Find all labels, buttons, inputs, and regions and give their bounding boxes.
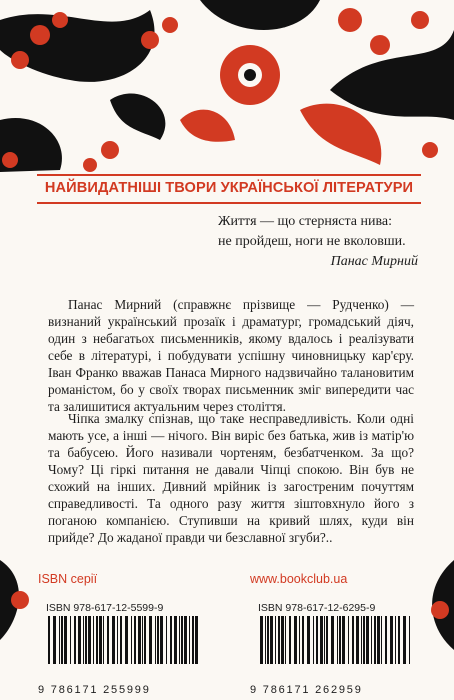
barcode-bar: [155, 616, 156, 664]
series-title: НАЙВИДАТНІШІ ТВОРИ УКРАЇНСЬКОЇ ЛІТЕРАТУРИ: [44, 180, 414, 196]
barcode-bar: [294, 616, 297, 664]
barcode-bar: [96, 616, 98, 664]
barcode-bar: [149, 616, 152, 664]
barcode-bar: [181, 616, 183, 664]
barcode-bar: [142, 616, 143, 664]
barcode-bar: [289, 616, 291, 664]
barcode-bar: [307, 616, 310, 664]
barcode-bar: [299, 616, 300, 664]
series-isbn-label: ISBN серії: [38, 572, 98, 586]
top-rule: [37, 174, 421, 176]
barcode-bar: [103, 616, 104, 664]
barcode-bar: [61, 616, 63, 664]
barcode-bar: [174, 616, 177, 664]
barcode-bar: [48, 616, 50, 664]
barcode-bar: [398, 616, 400, 664]
barcode-bar: [275, 616, 276, 664]
barcode-bar: [134, 616, 136, 664]
barcode-bar: [170, 616, 172, 664]
barcode-bar: [339, 616, 341, 664]
barcode-bar: [281, 616, 284, 664]
barcode-bar: [385, 616, 387, 664]
barcode-bar: [53, 616, 56, 664]
barcode-bar: [270, 616, 273, 664]
barcode-bar: [138, 616, 141, 664]
barcode-bar: [371, 616, 372, 664]
barcode-bar: [313, 616, 314, 664]
barcode-bar: [320, 616, 323, 664]
series-barcode: [46, 616, 202, 664]
barcode-bar: [64, 616, 67, 664]
barcode-bar: [331, 616, 334, 664]
barcode-bar: [107, 616, 109, 664]
title-rule: [37, 202, 421, 204]
barcode-bar: [144, 616, 146, 664]
barcode-bar: [83, 616, 84, 664]
barcode-bar: [374, 616, 376, 664]
barcode-bar: [390, 616, 393, 664]
barcode-bar: [189, 616, 190, 664]
barcode-bar: [278, 616, 280, 664]
barcode-bar: [409, 616, 410, 664]
barcode-bar: [326, 616, 328, 664]
barcode-bar: [160, 616, 163, 664]
barcode-bar: [166, 616, 167, 664]
barcode-bar: [324, 616, 325, 664]
barcode-bar: [265, 616, 266, 664]
barcode-bar: [59, 616, 60, 664]
barcode-bar: [120, 616, 122, 664]
barcode-bar: [85, 616, 87, 664]
barcode-bar: [260, 616, 263, 664]
barcode-bar: [366, 616, 369, 664]
epigraph-line: не пройдеш, ноги не вколовши.: [218, 234, 406, 249]
barcode-bar: [157, 616, 159, 664]
barcode-bar: [381, 616, 382, 664]
plot-summary-paragraph: Чіпка змалку спізнав, що таке несправедливість. Коли одні мають усе, а інші — нічого. Він виріс без батька, жив із матір'ю та бабусею. Його називали чортеням, безбатченком. За що? Чому? Ці гіркі питання не давали Чіпці спокою. Він був не схожий на інших. Дивний мрійник із загостреним почуттям справедливості. Та одного разу життя зіштовхнуло його з поганою компанією. Ступивши на кривий шлях, куди він прийде? До жаданої правди чи безславної згуби?..: [48, 411, 414, 545]
author-bio-paragraph: Панас Мирний (справжнє прізвище — Рудченко) — визнаний український прозаїк і драматург, громадський діяч, один з небагатьох письменників, якому вдалось і реалізувати себе в літературі, і побудувати успішну чиновницьку кар'єру. Іван Франко вважав Панаса Мирного надзвичайно талановитим романістом, бо у своїх творах письменник зміг випередити час та залишитися актуальним через століття.: [48, 297, 414, 414]
barcode-bar: [179, 616, 180, 664]
barcode-bar: [88, 616, 91, 664]
barcode-bar: [348, 616, 349, 664]
barcode-bar: [342, 616, 345, 664]
barcode-bar: [403, 616, 406, 664]
book-barcode: [258, 616, 414, 664]
epigraph-line: Життя — що стерняста нива:: [218, 214, 393, 229]
barcode-bar: [377, 616, 380, 664]
barcode-bar: [117, 616, 118, 664]
barcode-bar: [131, 616, 132, 664]
barcode-bar: [316, 616, 318, 664]
epigraph: [218, 212, 418, 272]
barcode-bar: [285, 616, 286, 664]
epigraph-author: Панас Мирний: [330, 254, 418, 269]
series-barcode-digits: 9 786171 255999: [38, 684, 151, 696]
book-isbn-number: ISBN 978-617-12-6295-9: [258, 602, 376, 614]
series-isbn-number: ISBN 978-617-12-5599-9: [46, 602, 164, 614]
barcode-bar: [184, 616, 187, 664]
barcode-bar: [74, 616, 76, 664]
barcode-bar: [125, 616, 128, 664]
barcode-bar: [195, 616, 198, 664]
barcode-bar: [267, 616, 269, 664]
barcode-bar: [302, 616, 304, 664]
barcode-bar: [112, 616, 115, 664]
barcode-bar: [337, 616, 338, 664]
barcode-bar: [352, 616, 354, 664]
barcode-bar: [395, 616, 396, 664]
barcode-bar: [93, 616, 94, 664]
barcode-bar: [192, 616, 194, 664]
barcode-bar: [363, 616, 365, 664]
barcode-bar: [70, 616, 71, 664]
publisher-website[interactable]: www.bookclub.ua: [250, 572, 348, 586]
barcode-bar: [99, 616, 102, 664]
barcode-bar: [361, 616, 362, 664]
barcode-bar: [356, 616, 359, 664]
book-barcode-digits: 9 786171 262959: [250, 684, 363, 696]
barcode-bar: [78, 616, 81, 664]
